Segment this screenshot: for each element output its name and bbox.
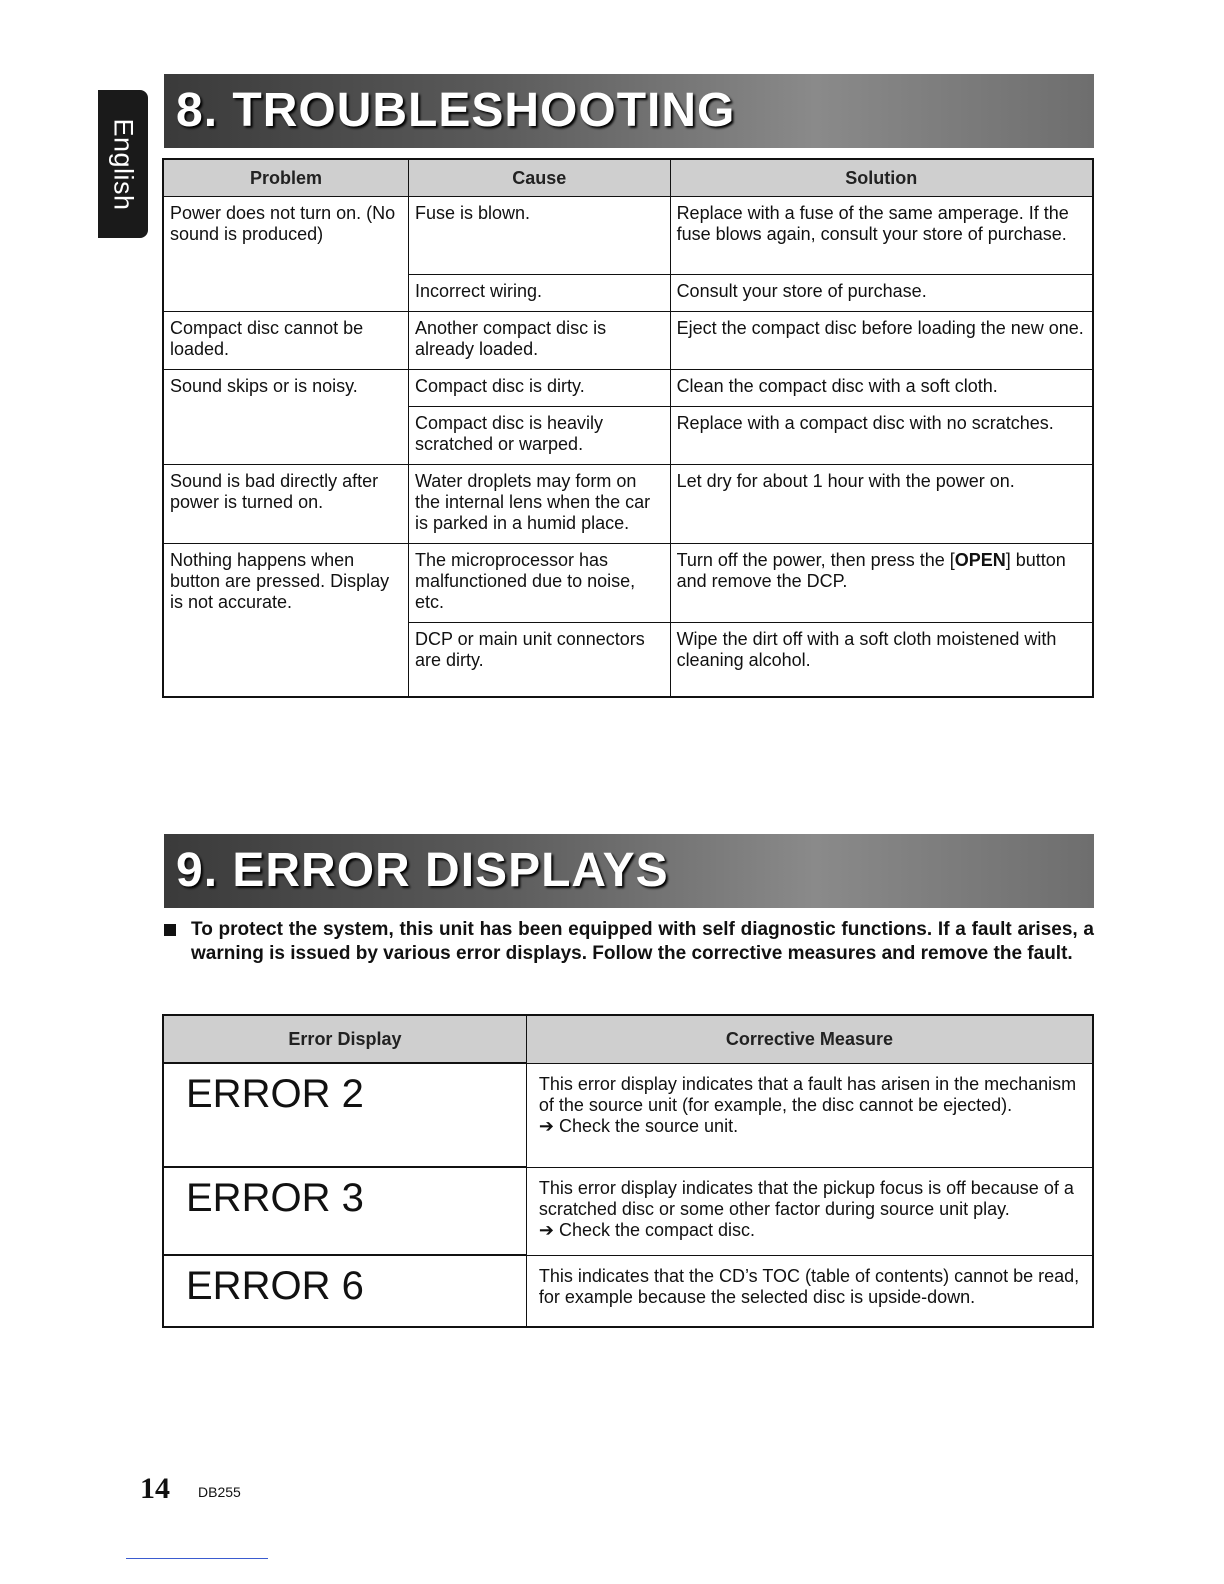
table-row [163,1167,1093,1255]
error-intro-note [164,918,1094,966]
solution-cell: Clean the compact disc with a soft cloth. [670,370,1093,407]
section-title-error-displays: 9. ERROR DISPLAYS [164,834,1094,908]
header-problem: Problem [163,159,408,197]
cause-cell: Water droplets may form on the internal lens when the car is parked in a humid place. [408,465,670,544]
table-row [163,197,1093,275]
header-cause: Cause [408,159,670,197]
cause-cell: Incorrect wiring. [408,275,670,312]
solution-cell: Wipe the dirt off with a soft cloth moistened with cleaning alcohol. [670,623,1093,698]
measure-text: This error display indicates that the pickup focus is off because of a scratched disc or some other factor during source unit play. [538,1177,1074,1219]
cause-cell: The microprocessor has malfunctioned due to noise, etc. [408,544,670,623]
measure-action: ➔ Check the compact disc. [538,1219,756,1240]
footer-divider [126,1558,268,1559]
cause-cell: DCP or main unit connectors are dirty. [408,623,670,698]
measure-text: This error display indicates that a fault has arisen in the mechanism of the source unit (for example, the disc cannot be ejected). [538,1073,1077,1115]
cause-cell: Compact disc is heavily scratched or warped. [408,407,670,465]
table-header-row [163,159,1093,197]
solution-cell: Replace with a fuse of the same amperage. If the fuse blows again, consult your store of purchase. [670,197,1093,275]
error-code: ERROR 2 [163,1063,526,1167]
solution-cell: Let dry for about 1 hour with the power on. [670,465,1093,544]
solution-text-pre: Turn off the power, then press the [ [676,550,955,570]
solution-cell [670,544,1093,623]
table-row [163,544,1093,623]
error-intro-text: To protect the system, this unit has been equipped with self diagnostic functions. If a fault arises, a warning is issued by various error displays. Follow the corrective measures and remove the fault. [191,919,1094,964]
model-number: DB255 [198,1484,241,1500]
troubleshooting-table [162,158,1094,698]
corrective-measure-cell [526,1255,1093,1327]
problem-cell: Nothing happens when button are pressed. Display is not accurate. [163,544,408,698]
measure-action: ➔ Check the source unit. [538,1115,739,1136]
table-row [163,312,1093,370]
error-display-table [162,1014,1094,1328]
cause-cell: Another compact disc is already loaded. [408,312,670,370]
measure-text: This indicates that the CD’s TOC (table of contents) cannot be read, for example because the selected disc is upside-down. [538,1265,1080,1307]
table-row [163,465,1093,544]
solution-cell: Replace with a compact disc with no scratches. [670,407,1093,465]
page-number: 14 [140,1472,170,1505]
problem-cell: Sound is bad directly after power is turned on. [163,465,408,544]
error-code: ERROR 3 [163,1167,526,1255]
header-solution: Solution [670,159,1093,197]
corrective-measure-cell [526,1167,1093,1255]
table-row [163,1063,1093,1167]
problem-cell: Compact disc cannot be loaded. [163,312,408,370]
problem-cell: Sound skips or is noisy. [163,370,408,465]
open-button-label: OPEN [954,550,1006,570]
solution-text-post: ] button and remove the DCP. [676,550,1066,591]
cause-cell: Fuse is blown. [408,197,670,275]
section-title-troubleshooting: 8. TROUBLESHOOTING [164,74,1094,148]
header-error-display: Error Display [163,1015,526,1063]
bullet-square-icon [164,924,176,936]
table-row [163,1255,1093,1327]
cause-cell: Compact disc is dirty. [408,370,670,407]
language-tab-label: English [108,117,139,211]
solution-cell: Consult your store of purchase. [670,275,1093,312]
corrective-measure-cell [526,1063,1093,1167]
table-row [163,370,1093,407]
language-tab [98,90,148,238]
problem-cell: Power does not turn on. (No sound is produced) [163,197,408,312]
solution-cell: Eject the compact disc before loading the new one. [670,312,1093,370]
error-code: ERROR 6 [163,1255,526,1327]
table-header-row [163,1015,1093,1063]
header-corrective-measure: Corrective Measure [526,1015,1093,1063]
